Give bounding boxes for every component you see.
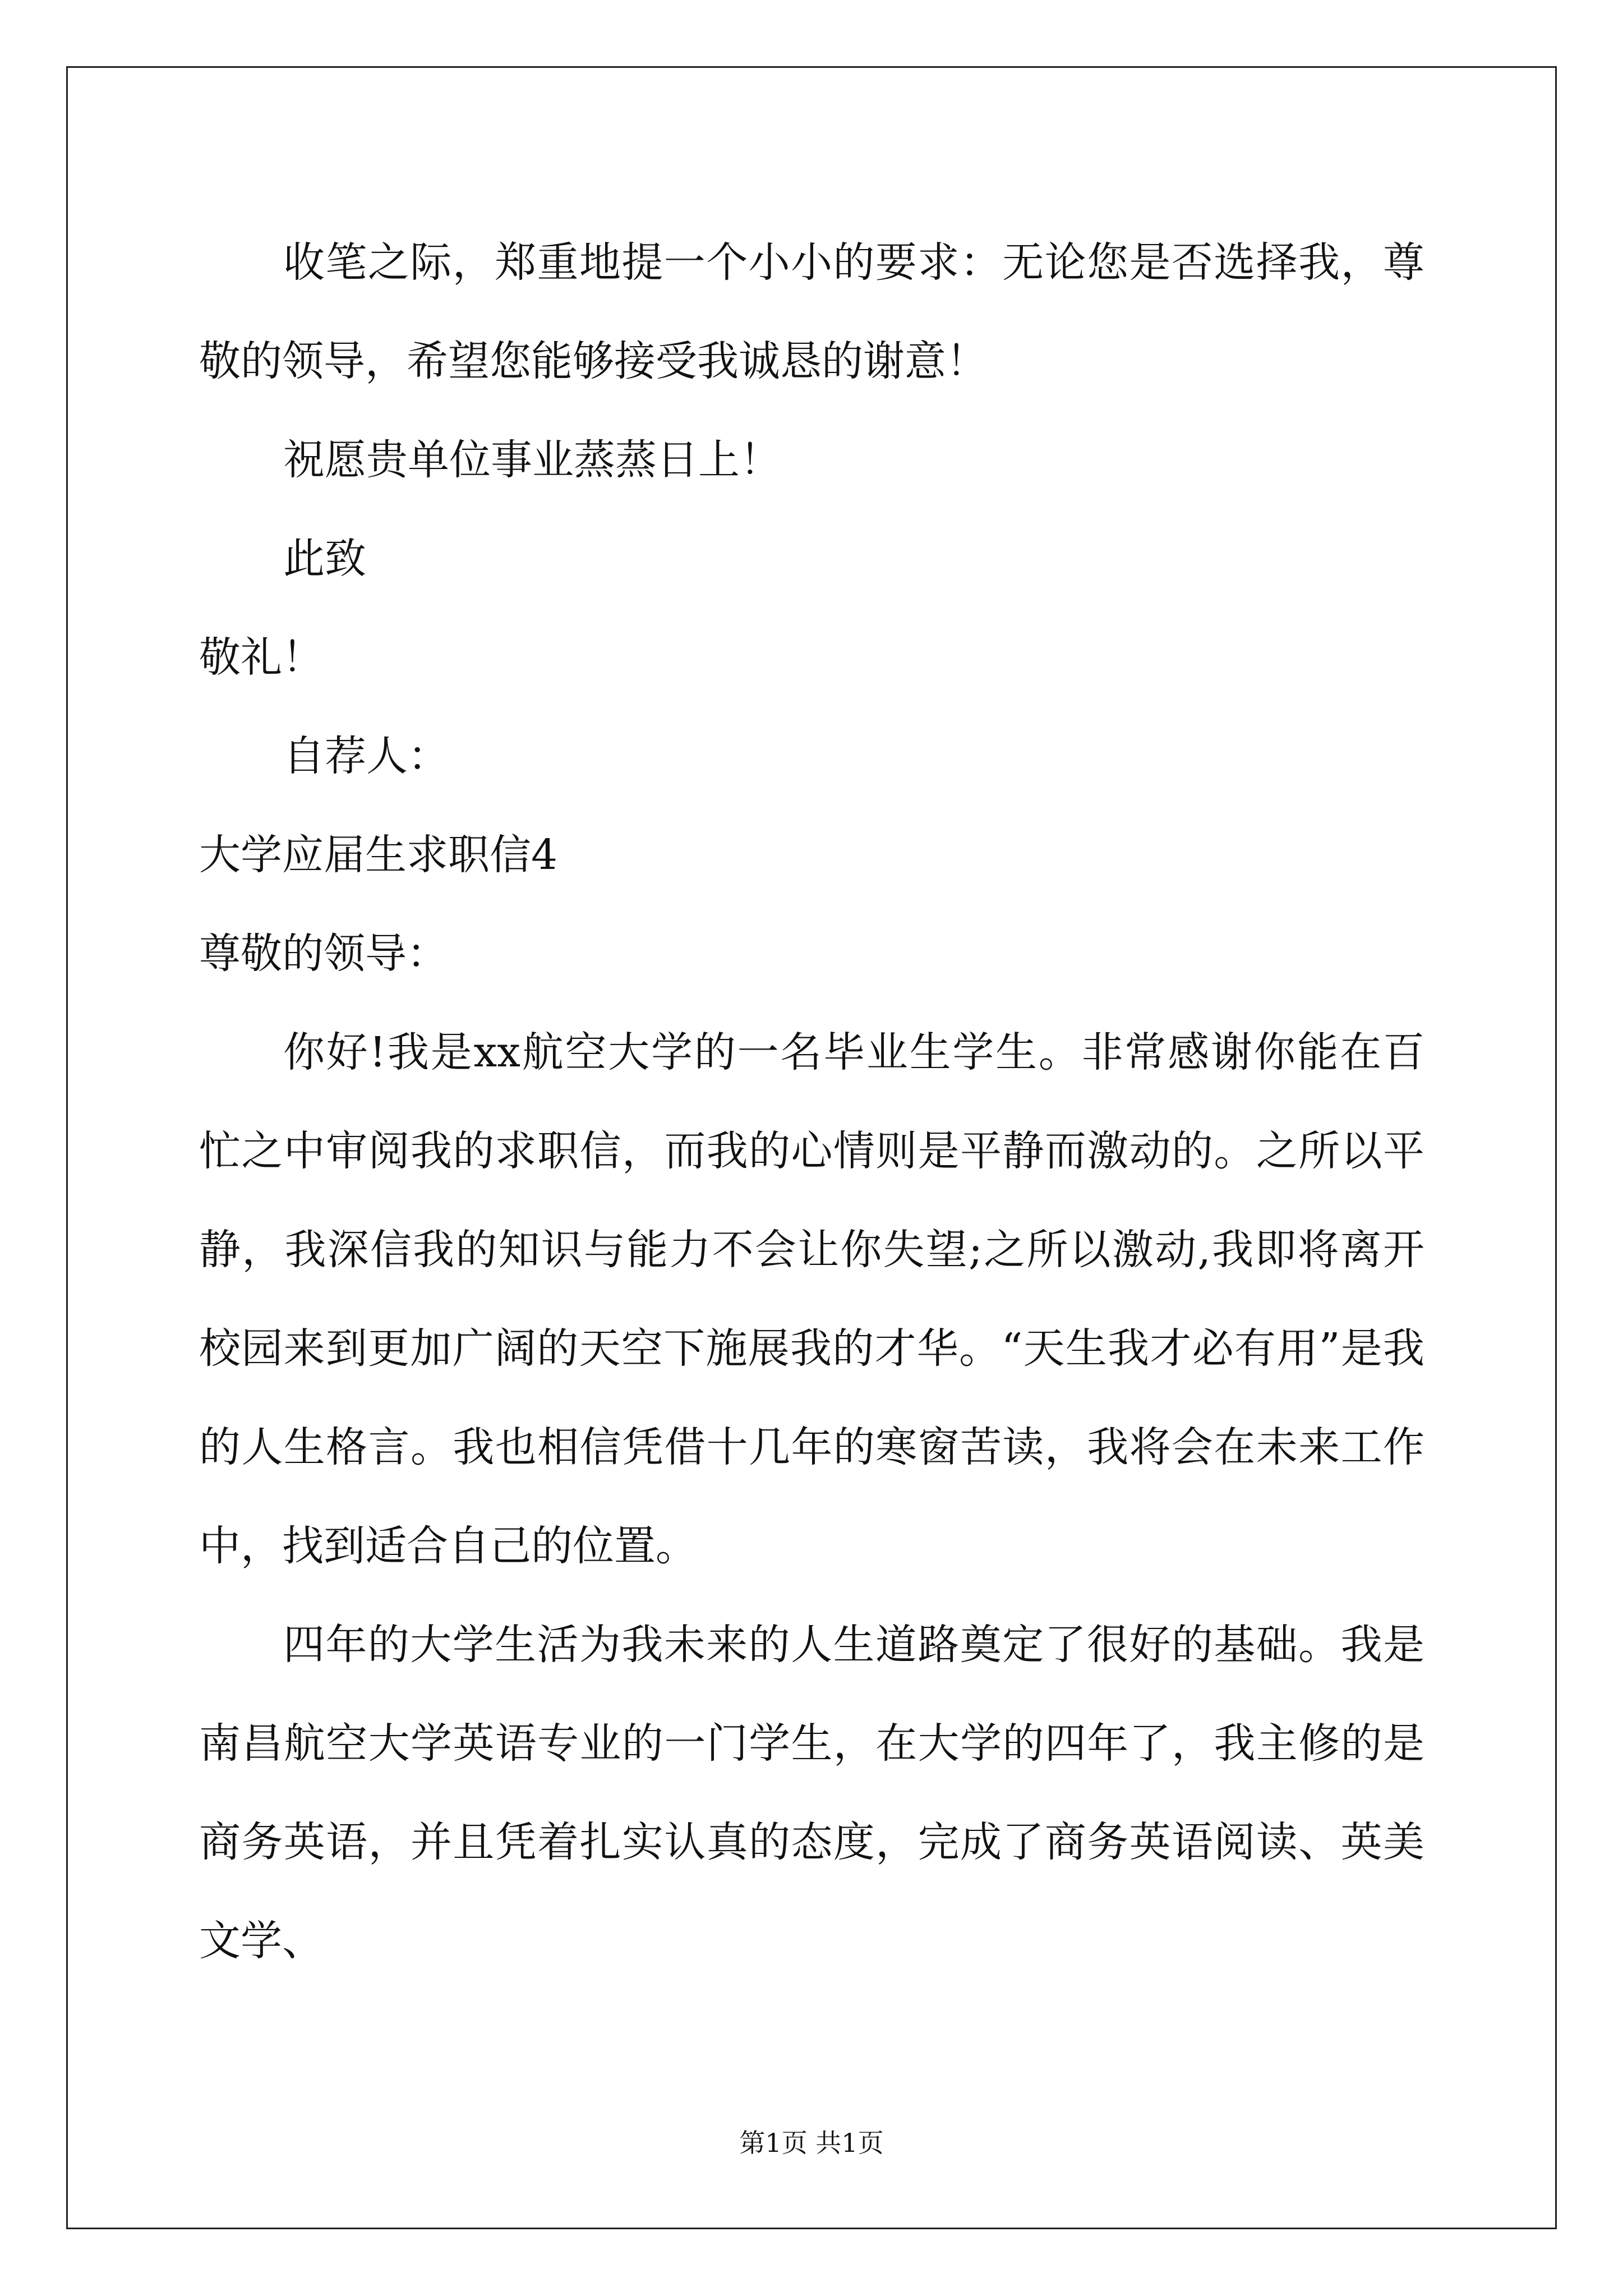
paragraph-introduction: 你好!我是xx航空大学的一名毕业生学生。非常感谢你能在百忙之中审阅我的求职信，而我的心情则是平静而激动的。之所以平静，我深信我的知识与能力不会让你失望;之所以激动,我即将离开校园来到更加广阔的天空下施展我的才华。“天生我才必有用”是我的人生格言。我也相信凭借十几年的寒窗苦读，我将会在未来工作中，找到适合自己的位置。 (199, 1028, 1424, 1570)
paragraph-university-life: 四年的大学生活为我未来的人生道路奠定了很好的基础。我是南昌航空大学英语专业的一门学生，在大学的四年了，我主修的是商务英语，并且凭着扎实认真的态度，完成了商务英语阅读、英美文学、 (199, 1621, 1424, 1965)
document-body (199, 213, 1424, 1990)
paragraph-signature: 自荐人： (283, 732, 449, 780)
paragraph-wishes: 祝愿贵单位事业蒸蒸日上！ (283, 436, 781, 484)
paragraph-cizhi: 此致 (283, 535, 366, 583)
section-heading: 大学应届生求职信4 (199, 831, 558, 879)
paragraph-jingli: 敬礼！ (199, 633, 324, 682)
salutation: 尊敬的领导： (199, 930, 448, 978)
page-footer: 第1页 共1页 (739, 2128, 884, 2158)
paragraph-closing-request: 收笔之际，郑重地提一个小小的要求：无论您是否选择我，尊敬的领导，希望您能够接受我诚恳的谢意！ (199, 238, 1424, 385)
